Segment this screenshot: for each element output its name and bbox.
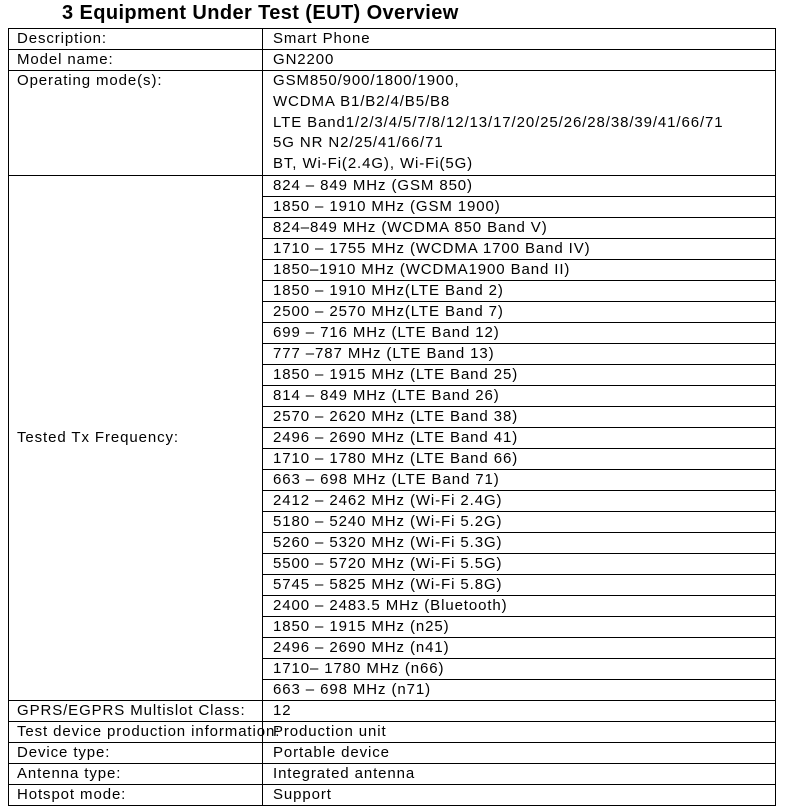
tested-tx-frequency-item: 824 – 849 MHz (GSM 850) xyxy=(263,175,776,196)
tested-tx-frequency-item: 5180 – 5240 MHz (Wi-Fi 5.2G) xyxy=(263,511,776,532)
page-title: 3 Equipment Under Test (EUT) Overview xyxy=(62,2,459,24)
tested-tx-frequency-item: 2400 – 2483.5 MHz (Bluetooth) xyxy=(263,595,776,616)
table-row-device-type xyxy=(9,742,776,763)
production-info-label: Test device production information: xyxy=(9,721,263,742)
multislot-class-label: GPRS/EGPRS Multislot Class: xyxy=(9,700,263,721)
tested-tx-frequency-item: 699 – 716 MHz (LTE Band 12) xyxy=(263,322,776,343)
model-name-label: Model name: xyxy=(9,50,263,71)
tested-tx-frequency-item: 2412 – 2462 MHz (Wi-Fi 2.4G) xyxy=(263,490,776,511)
device-type-value: Portable device xyxy=(263,742,776,763)
table-row-hotspot-mode xyxy=(9,784,776,805)
table-row-model-name xyxy=(9,50,776,71)
tested-tx-frequency-item: 1850 – 1910 MHz (GSM 1900) xyxy=(263,196,776,217)
operating-modes-line: 5G NR N2/25/41/66/71 xyxy=(273,134,444,152)
eut-overview-table xyxy=(8,28,776,806)
operating-modes-value xyxy=(263,71,776,176)
tested-tx-frequency-item: 2570 – 2620 MHz (LTE Band 38) xyxy=(263,406,776,427)
tested-tx-frequency-item: 1850 – 1910 MHz(LTE Band 2) xyxy=(263,280,776,301)
table-row-operating-modes xyxy=(9,71,776,176)
description-label: Description: xyxy=(9,29,263,50)
tested-tx-frequency-item: 5500 – 5720 MHz (Wi-Fi 5.5G) xyxy=(263,553,776,574)
table-row-production-info xyxy=(9,721,776,742)
table-row-multislot-class xyxy=(9,700,776,721)
tested-tx-frequency-item: 5260 – 5320 MHz (Wi-Fi 5.3G) xyxy=(263,532,776,553)
table-row-antenna-type xyxy=(9,763,776,784)
tested-tx-frequency-item: 1850 – 1915 MHz (LTE Band 25) xyxy=(263,364,776,385)
tested-tx-frequency-item: 2496 – 2690 MHz (LTE Band 41) xyxy=(263,427,776,448)
production-info-value: Production unit xyxy=(263,721,776,742)
tested-tx-frequency-item: 5745 – 5825 MHz (Wi-Fi 5.8G) xyxy=(263,574,776,595)
tested-tx-frequency-item: 1710– 1780 MHz (n66) xyxy=(263,658,776,679)
antenna-type-label: Antenna type: xyxy=(9,763,263,784)
tested-tx-frequency-item: 2496 – 2690 MHz (n41) xyxy=(263,637,776,658)
tested-tx-frequency-item: 1850–1910 MHz (WCDMA1900 Band II) xyxy=(263,259,776,280)
tested-tx-frequency-item: 663 – 698 MHz (n71) xyxy=(263,679,776,700)
operating-modes-line: BT, Wi-Fi(2.4G), Wi-Fi(5G) xyxy=(273,155,474,173)
tested-tx-frequency-item: 2500 – 2570 MHz(LTE Band 7) xyxy=(263,301,776,322)
operating-modes-line: WCDMA B1/B2/4/B5/B8 xyxy=(273,92,451,110)
tested-tx-frequency-item: 1850 – 1915 MHz (n25) xyxy=(263,616,776,637)
document-page xyxy=(0,2,789,803)
device-type-label: Device type: xyxy=(9,742,263,763)
table-row-description xyxy=(9,29,776,50)
multislot-class-value: 12 xyxy=(263,700,776,721)
operating-modes-label: Operating mode(s): xyxy=(9,71,263,176)
hotspot-mode-value: Support xyxy=(263,784,776,805)
tested-tx-frequency-item: 777 –787 MHz (LTE Band 13) xyxy=(263,343,776,364)
tested-tx-label: Tested Tx Frequency: xyxy=(9,175,263,700)
tested-tx-frequency-item: 814 – 849 MHz (LTE Band 26) xyxy=(263,385,776,406)
antenna-type-value: Integrated antenna xyxy=(263,763,776,784)
hotspot-mode-label: Hotspot mode: xyxy=(9,784,263,805)
tested-tx-frequency-item: 663 – 698 MHz (LTE Band 71) xyxy=(263,469,776,490)
model-name-value: GN2200 xyxy=(263,50,776,71)
description-value: Smart Phone xyxy=(263,29,776,50)
tested-tx-frequency-item: 824–849 MHz (WCDMA 850 Band V) xyxy=(263,217,776,238)
table-row-tested-tx xyxy=(9,175,776,196)
operating-modes-line: GSM850/900/1800/1900, xyxy=(273,72,460,89)
tested-tx-frequency-item: 1710 – 1780 MHz (LTE Band 66) xyxy=(263,448,776,469)
tested-tx-frequency-item: 1710 – 1755 MHz (WCDMA 1700 Band IV) xyxy=(263,238,776,259)
operating-modes-line: LTE Band1/2/3/4/5/7/8/12/13/17/20/25/26/28/38/39/41/66/71 xyxy=(273,113,724,131)
